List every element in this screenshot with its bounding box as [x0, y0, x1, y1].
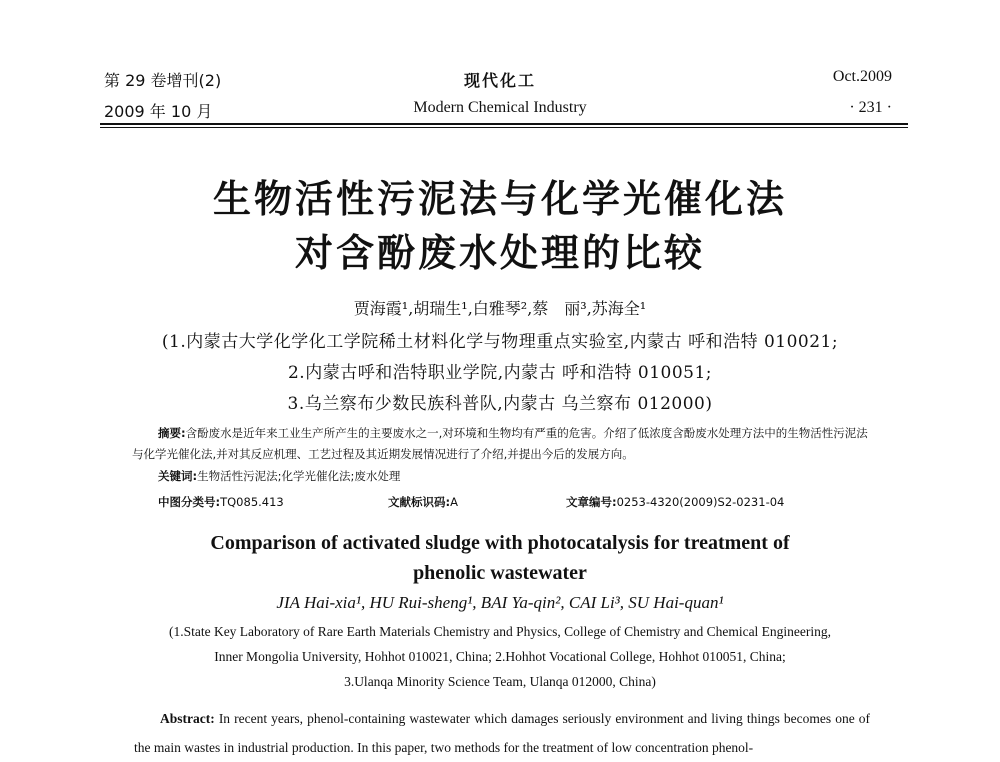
affiliation-en-1: (1.State Key Laboratory of Rare Earth Materials Chemistry and Physics, College of Chemistry and Chemical Engineering,: [168, 624, 832, 639]
affiliation-cn-3: 3.乌兰察布少数民族科普队,内蒙古 乌兰察布 012000): [287, 394, 713, 414]
abstract-cn-label: 摘要:: [158, 426, 186, 440]
clc-value: TQ085.413: [220, 495, 284, 509]
authors-cn: 贾海霞¹,胡瑞生¹,白雅琴²,蔡 丽³,苏海全¹: [353, 299, 647, 318]
art-value: 0253-4320(2009)S2-0231-04: [616, 495, 785, 509]
title-en-line1: Comparison of activated sludge with photocatalysis for treatment of: [210, 532, 790, 554]
keywords-cn: [158, 468, 400, 484]
article-number: [566, 494, 784, 510]
doc-label: 文献标识码:: [388, 495, 451, 509]
header-rule-thin: [100, 127, 908, 128]
journal-date-cn: 2009 年 10 月: [104, 102, 213, 121]
art-label: 文章编号:: [566, 495, 617, 509]
abstract-en-label: Abstract:: [160, 711, 215, 726]
keywords-cn-label: 关键词:: [158, 469, 198, 483]
abstract-cn-text: 含酚废水是近年来工业生产所产生的主要废水之一,对环境和生物均有严重的危害。介绍了低浓度含酚废水处理方法中的生物活性污泥法与化学光催化法,并对其反应机理、工艺过程及其近期发展情况进行了介绍,并提出今后的发展方向。: [132, 426, 868, 461]
journal-name-cn: 现代化工: [463, 71, 536, 90]
affiliation-cn-2: 2.内蒙古呼和浩特职业学院,内蒙古 呼和浩特 010051;: [287, 363, 713, 383]
affiliation-en-2: Inner Mongolia University, Hohhot 010021, China; 2.Hohhot Vocational College, Hohhot 010051, China;: [214, 649, 786, 664]
clc-number: [158, 494, 284, 510]
affiliation-cn-1: (1.内蒙古大学化学化工学院稀土材料化学与物理重点实验室,内蒙古 呼和浩特 010021;: [161, 332, 839, 352]
doc-value: A: [450, 495, 458, 509]
clc-label: 中图分类号:: [158, 495, 221, 509]
title-en-line2: phenolic wastewater: [413, 562, 587, 584]
journal-date-en: Oct.2009: [832, 68, 892, 85]
journal-name-en: Modern Chemical Industry: [413, 99, 587, 116]
abstract-cn: [132, 423, 872, 465]
page-number: · 231 ·: [849, 99, 892, 116]
document-code: [388, 494, 458, 510]
abstract-en: [134, 704, 870, 762]
journal-volume: 第 29 卷增刊(2): [104, 71, 222, 90]
header-rule: [100, 123, 908, 125]
title-cn-line1: 生物活性污泥法与化学光催化法: [212, 177, 787, 221]
abstract-en-text: In recent years, phenol-containing wastewater which damages seriously environment and living things becomes one of the main wastes in industrial production. In this paper, two methods for the treatment of low concentration phenol-: [134, 711, 871, 755]
keywords-cn-text: 生物活性污泥法;化学光催化法;废水处理: [197, 469, 401, 483]
authors-en: JIA Hai-xia¹, HU Rui-sheng¹, BAI Ya-qin², CAI Li³, SU Hai-quan¹: [276, 593, 724, 612]
title-cn-line2: 对含酚废水处理的比较: [294, 231, 705, 275]
affiliation-en-3: 3.Ulanqa Minority Science Team, Ulanqa 012000, China): [344, 674, 656, 689]
